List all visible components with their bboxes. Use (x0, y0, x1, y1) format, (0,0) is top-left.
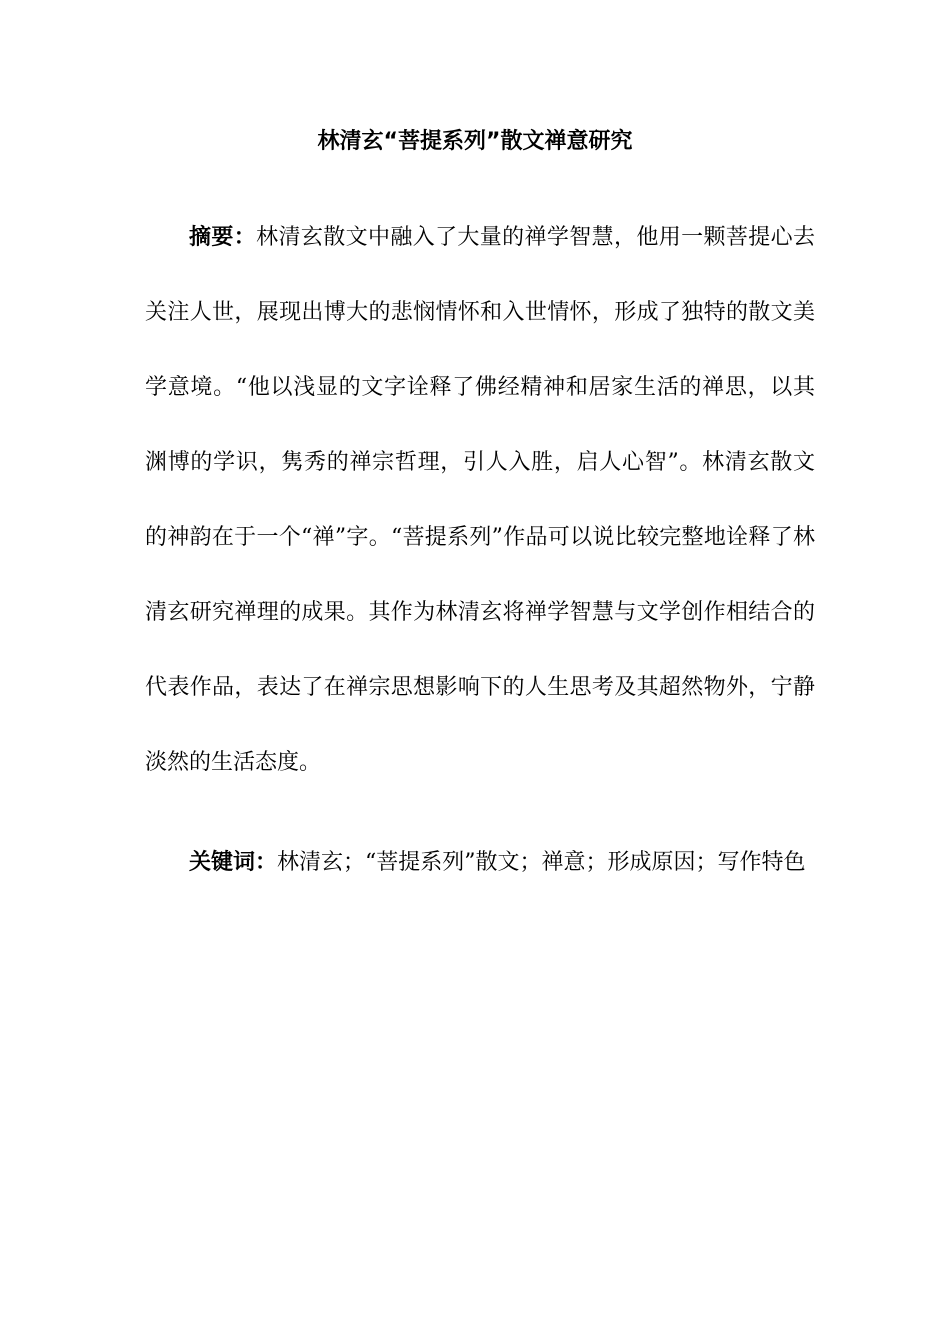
abstract-text: 林清玄散文中融入了大量的禅学智慧，他用一颗菩提心去关注人世，展现出博大的悲悯情怀和入世情怀，形成了独特的散文美学意境。“他以浅显的文字诠释了佛经精神和居家生活的禅思，以其渊博的学识，隽秀的禅宗哲理，引人入胜，启人心智”。林清玄散文的神韵在于一个“禅”字。“菩提系列”作品可以说比较完整地诠释了林清玄研究禅理的成果。其作为林清玄将禅学智慧与文学创作相结合的代表作品，表达了在禅宗思想影响下的人生思考及其超然物外，宁静淡然的生活态度。 (145, 225, 815, 775)
keywords-label: 关键词： (189, 850, 278, 875)
keywords-text: 林清玄；“菩提系列”散文；禅意；形成原因；写作特色 (277, 850, 806, 875)
document-title: 林清玄“菩提系列”散文禅意研究 (317, 129, 633, 154)
abstract-label: 摘要： (189, 225, 257, 250)
abstract-paragraph (145, 200, 815, 800)
keywords-paragraph (145, 825, 815, 900)
